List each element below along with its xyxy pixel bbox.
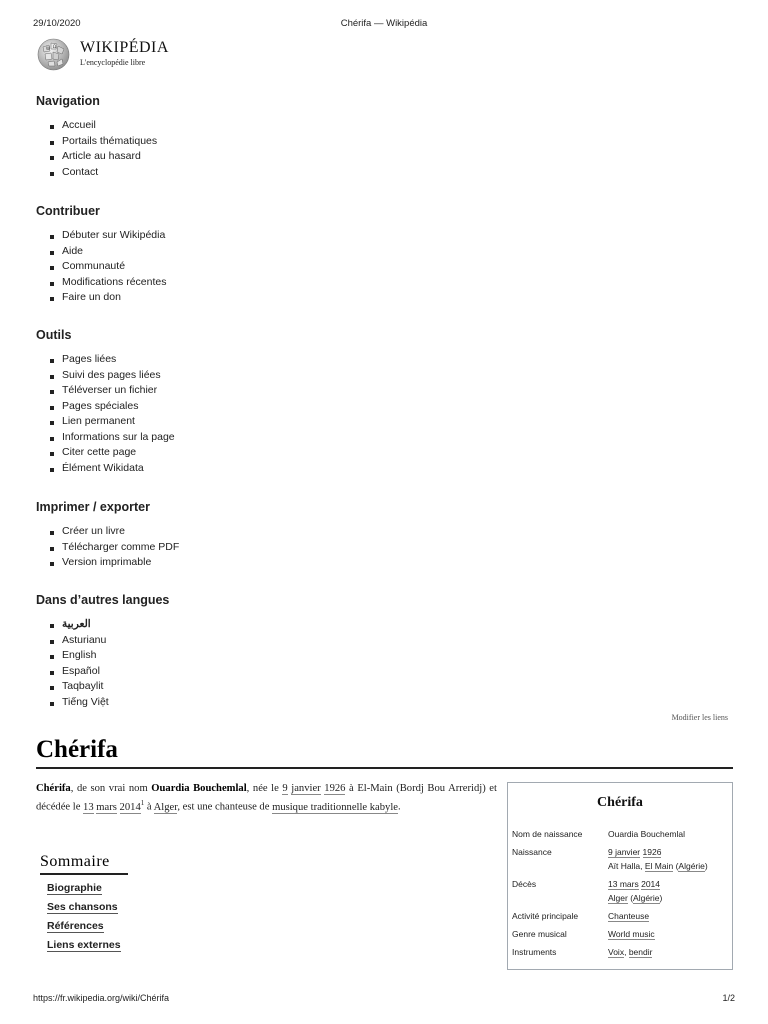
infobox-value [608,927,655,941]
link-world-music[interactable]: World music [608,929,655,939]
table-of-contents [40,853,128,955]
link-death-year-infobox[interactable]: 2014 [641,879,661,889]
contrib-link-don[interactable]: Faire un don [50,290,166,306]
print-header [33,18,735,32]
logo-wordmark: WIKIPÉDIA [80,39,169,56]
toc-title: Sommaire [40,853,128,875]
link-bendir[interactable]: bendir [628,947,653,957]
tools-link-televerser[interactable]: Téléverser un fichier [50,383,175,399]
intro-paragraph: Chérifa, de son vrai nom Ouardia Bouchemlal, née le 9 janvier 1926 à El-Main (Bordj Bou Arreridj) et décédée le 13 mars 2014$^1$ à Alger, est une chanteuse de musique traditionnelle kabyle. [36,783,497,813]
link-el-main[interactable]: El Main [644,861,674,871]
contrib-link-communaute[interactable]: Communauté [50,259,166,275]
portal-heading: Outils [36,328,72,342]
contrib-link-modifications[interactable]: Modifications récentes [50,275,166,291]
toc-item[interactable]: Références [47,920,104,932]
infobox-label: Activité principale [512,911,579,921]
link-death-month[interactable]: mars [96,801,117,813]
wikipedia-logo[interactable] [37,38,177,72]
infobox-title: Chérifa [597,795,643,810]
nav-link-hasard[interactable]: Article au hasard [50,149,157,165]
print-url: https://fr.wikipedia.org/wiki/Chérifa [33,993,170,1003]
link-death-year[interactable]: 2014 [119,801,141,813]
svg-text:Ω: Ω [53,44,57,49]
link-music-genre[interactable]: musique traditionnelle kabyle [272,801,398,813]
portal-heading: Imprimer / exporter [36,500,150,514]
infobox-row-birth-name [508,827,732,845]
infobox-value: 9 janvier 1926 Aït Halla, El Main (Algérie) [608,847,708,871]
infobox-label: Décès [512,879,537,889]
portal-heading: Contribuer [36,204,100,218]
link-algerie[interactable]: Algérie [633,893,660,903]
portal-heading: Navigation [36,94,100,108]
lang-link-espanol[interactable]: Español [50,664,169,680]
print-link-livre[interactable]: Créer un livre [50,524,179,540]
tools-link-pages-liees[interactable]: Pages liées [50,352,175,368]
portal-contribuer [36,204,166,306]
tools-link-wikidata[interactable]: Élément Wikidata [50,461,175,477]
nav-link-contact[interactable]: Contact [50,165,157,181]
print-date: 29/10/2020 [33,18,81,29]
link-chanteuse[interactable]: Chanteuse [608,911,650,921]
print-page-number: 1/2 [722,993,735,1003]
link-death-place[interactable]: Alger [153,801,178,813]
lang-link-arabic[interactable]: العربية [50,617,169,633]
reference-marker[interactable]: 1 [140,799,145,808]
print-link-pdf[interactable]: Télécharger comme PDF [50,540,179,556]
portal-langues [36,593,169,710]
infobox-label: Naissance [512,847,552,857]
infobox [507,782,733,970]
print-footer [33,993,735,1007]
svg-text:W: W [46,46,50,51]
link-birth-year-infobox[interactable]: 1926 [642,847,662,857]
lang-link-taqbaylit[interactable]: Taqbaylit [50,679,169,695]
intro-subject-name: Chérifa [36,783,71,794]
title-divider [36,767,733,769]
infobox-value: 13 mars 2014 Alger (Algérie) [608,879,663,903]
infobox-row-genre [508,927,732,945]
infobox-value: Voix, bendir [608,947,653,957]
infobox-value: Ouardia Bouchemlal [608,829,686,839]
infobox-label: Nom de naissance [512,829,583,839]
tools-link-suivi[interactable]: Suivi des pages liées [50,368,175,384]
link-birth-month[interactable]: janvier [291,783,321,794]
infobox-value [608,909,649,923]
toc-item[interactable]: Liens externes [47,939,121,951]
portal-outils [36,328,175,476]
logo-tagline: L'encyclopédie libre [80,58,146,67]
lang-link-english[interactable]: English [50,648,169,664]
infobox-row-activity [508,909,732,927]
print-title: Chérifa — Wikipédia [340,18,428,29]
link-birth-day[interactable]: 9 [282,783,288,794]
page-title: Chérifa [36,736,118,763]
infobox-row-death [508,877,732,909]
nav-link-portails[interactable]: Portails thématiques [50,134,157,150]
link-voix[interactable]: Voix [608,947,625,957]
link-birth-date[interactable]: 9 janvier [608,847,641,857]
contrib-link-aide[interactable]: Aide [50,244,166,260]
lang-link-asturianu[interactable]: Asturianu [50,633,169,649]
nav-link-accueil[interactable]: Accueil [50,118,157,134]
lang-link-vietnamese[interactable]: Tiếng Việt [50,695,169,711]
tools-link-informations[interactable]: Informations sur la page [50,430,175,446]
infobox-label: Genre musical [512,929,567,939]
portal-imprimer [36,500,179,571]
tools-link-citer[interactable]: Citer cette page [50,445,175,461]
toc-item[interactable]: Ses chansons [47,901,118,913]
link-alger[interactable]: Alger [608,893,628,903]
portal-heading: Dans d’autres langues [36,593,170,607]
link-death-date[interactable]: 13 mars [608,879,639,889]
contrib-link-debuter[interactable]: Débuter sur Wikipédia [50,228,166,244]
toc-item[interactable]: Biographie [47,882,102,894]
print-link-imprimable[interactable]: Version imprimable [50,555,179,571]
intro-real-name: Ouardia Bouchemlal [151,783,247,794]
infobox-row-birth [508,845,732,877]
infobox-row-instruments [508,945,732,963]
wikipedia-globe-icon [37,38,70,71]
modify-links-link[interactable]: Modifier les liens [671,713,728,722]
link-algerie[interactable]: Algérie [678,861,705,871]
portal-navigation [36,94,157,180]
tools-link-lien-permanent[interactable]: Lien permanent [50,414,175,430]
link-birth-year[interactable]: 1926 [324,783,346,794]
infobox-label: Instruments [512,947,557,957]
tools-link-pages-speciales[interactable]: Pages spéciales [50,399,175,415]
link-death-day[interactable]: 13 [83,801,94,813]
